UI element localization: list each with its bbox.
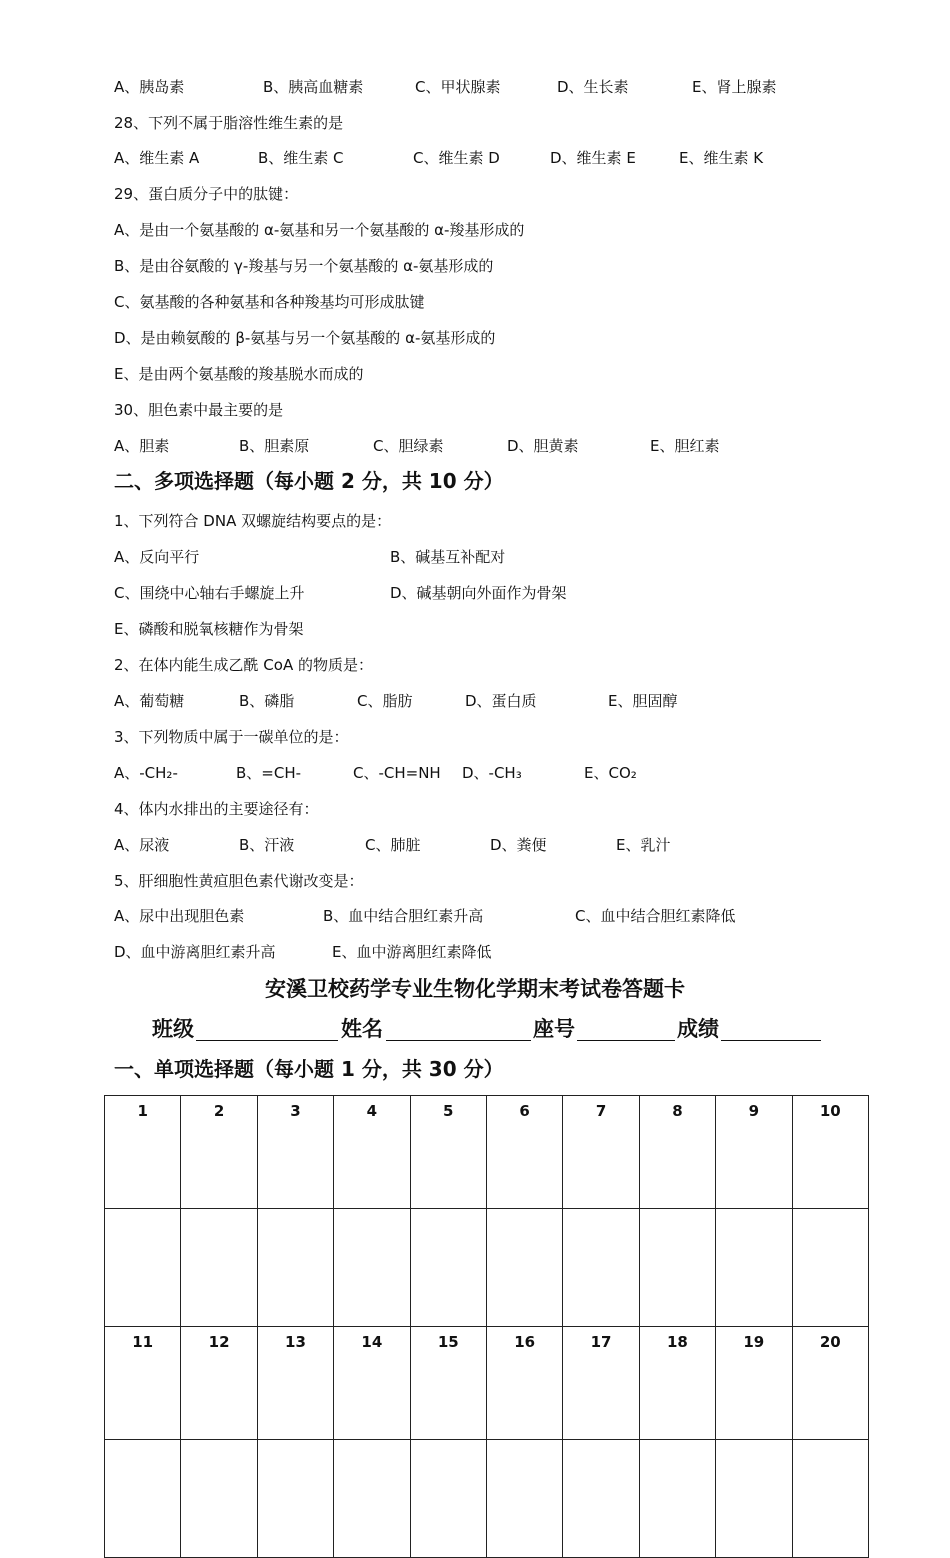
m1-option-c: C、围绕中心轴右手螺旋上升 xyxy=(114,584,305,602)
m2-option-d: D、蛋白质 xyxy=(465,692,537,710)
answer-cell[interactable] xyxy=(486,1208,562,1326)
q27-option-d: D、生长素 xyxy=(557,78,629,96)
grid-answer-row xyxy=(105,1208,869,1326)
answer-cell[interactable] xyxy=(181,1208,257,1326)
q28-stem: 28、下列不属于脂溶性维生素的是 xyxy=(114,114,344,132)
grid-number: 3 xyxy=(257,1096,333,1209)
m2-option-b: B、磷脂 xyxy=(239,692,295,710)
seat-blank[interactable] xyxy=(577,1040,675,1041)
m4-option-e: E、乳汁 xyxy=(616,836,671,854)
grid-number-row xyxy=(105,1096,869,1209)
answer-grid xyxy=(104,1095,869,1558)
grid-number: 8 xyxy=(639,1096,715,1209)
answer-cell[interactable] xyxy=(716,1208,792,1326)
name-blank[interactable] xyxy=(386,1040,531,1041)
grid-number-row xyxy=(105,1326,869,1439)
q30-option-e: E、胆红素 xyxy=(650,437,720,455)
q29-stem: 29、蛋白质分子中的肽键： xyxy=(114,185,299,203)
m2-stem: 2、在体内能生成乙酰 CoA 的物质是： xyxy=(114,656,373,674)
q28-option-a: A、维生素 A xyxy=(114,149,200,167)
q27-option-a: A、胰岛素 xyxy=(114,78,185,96)
grid-number: 14 xyxy=(334,1326,410,1439)
m4-option-b: B、汗液 xyxy=(239,836,295,854)
grid-number: 20 xyxy=(792,1326,868,1439)
m1-option-a: A、反向平行 xyxy=(114,548,200,566)
q27-option-e: E、肾上腺素 xyxy=(692,78,777,96)
answer-cell[interactable] xyxy=(410,1439,486,1557)
answer-cell[interactable] xyxy=(792,1208,868,1326)
seat-label: 座号 xyxy=(533,1017,575,1041)
grid-number: 1 xyxy=(105,1096,181,1209)
q28-option-d: D、维生素 E xyxy=(550,149,636,167)
answer-card-title: 安溪卫校药学专业生物化学期末考试卷答题卡 xyxy=(265,977,685,1001)
answer-cell[interactable] xyxy=(716,1439,792,1557)
m5-stem: 5、肝细胞性黄疸胆色素代谢改变是： xyxy=(114,872,364,890)
answer-cell[interactable] xyxy=(334,1208,410,1326)
grid-number: 6 xyxy=(486,1096,562,1209)
answer-cell[interactable] xyxy=(257,1439,333,1557)
section2-heading: 二、多项选择题（每小题 2 分，共 10 分） xyxy=(114,469,504,493)
q30-stem: 30、胆色素中最主要的是 xyxy=(114,401,284,419)
answer-cell[interactable] xyxy=(105,1208,181,1326)
q30-option-d: D、胆黄素 xyxy=(507,437,579,455)
grid-number: 17 xyxy=(563,1326,639,1439)
class-label: 班级 xyxy=(152,1017,194,1041)
grid-number: 7 xyxy=(563,1096,639,1209)
answer-cell[interactable] xyxy=(181,1439,257,1557)
grid-number: 5 xyxy=(410,1096,486,1209)
grid-number: 2 xyxy=(181,1096,257,1209)
class-blank[interactable] xyxy=(196,1040,338,1041)
grid-number: 4 xyxy=(334,1096,410,1209)
m5-option-e: E、血中游离胆红素降低 xyxy=(332,943,492,961)
m3-option-b: B、=CH- xyxy=(236,764,302,782)
m3-stem: 3、下列物质中属于一碳单位的是： xyxy=(114,728,349,746)
q30-option-a: A、胆素 xyxy=(114,437,170,455)
m3-option-c: C、-CH=NH xyxy=(353,764,441,782)
m2-option-c: C、脂肪 xyxy=(357,692,413,710)
m5-option-c: C、血中结合胆红素降低 xyxy=(575,907,736,925)
section1-heading: 一、单项选择题（每小题 1 分，共 30 分） xyxy=(114,1057,504,1081)
m4-option-d: D、粪便 xyxy=(490,836,547,854)
m3-option-d: D、-CH₃ xyxy=(462,764,522,782)
answer-cell[interactable] xyxy=(563,1208,639,1326)
grid-number: 18 xyxy=(639,1326,715,1439)
score-blank[interactable] xyxy=(721,1040,821,1041)
name-label: 姓名 xyxy=(341,1017,383,1041)
answer-cell[interactable] xyxy=(792,1439,868,1557)
m5-option-b: B、血中结合胆红素升高 xyxy=(323,907,484,925)
q30-option-c: C、胆绿素 xyxy=(373,437,444,455)
grid-number: 9 xyxy=(716,1096,792,1209)
q29-option-c: C、氨基酸的各种氨基和各种羧基均可形成肽键 xyxy=(114,293,425,311)
m3-option-e: E、CO₂ xyxy=(584,764,637,782)
m1-option-e: E、磷酸和脱氧核糖作为骨架 xyxy=(114,620,304,638)
m1-option-d: D、碱基朝向外面作为骨架 xyxy=(390,584,567,602)
answer-cell[interactable] xyxy=(334,1439,410,1557)
q29-option-a: A、是由一个氨基酸的 α-氨基和另一个氨基酸的 α-羧基形成的 xyxy=(114,221,525,239)
q28-option-e: E、维生素 K xyxy=(679,149,764,167)
grid-number: 11 xyxy=(105,1326,181,1439)
q29-option-d: D、是由赖氨酸的 β-氨基与另一个氨基酸的 α-氨基形成的 xyxy=(114,329,496,347)
q27-option-c: C、甲状腺素 xyxy=(415,78,501,96)
m1-option-b: B、碱基互补配对 xyxy=(390,548,506,566)
m4-option-a: A、尿液 xyxy=(114,836,170,854)
m4-stem: 4、体内水排出的主要途径有： xyxy=(114,800,319,818)
m4-option-c: C、肺脏 xyxy=(365,836,421,854)
q27-option-b: B、胰高血糖素 xyxy=(263,78,364,96)
score-label: 成绩 xyxy=(677,1017,719,1041)
answer-cell[interactable] xyxy=(410,1208,486,1326)
m2-option-a: A、葡萄糖 xyxy=(114,692,185,710)
answer-cell[interactable] xyxy=(105,1439,181,1557)
grid-answer-row xyxy=(105,1439,869,1557)
m5-option-d: D、血中游离胆红素升高 xyxy=(114,943,276,961)
grid-number: 16 xyxy=(486,1326,562,1439)
answer-cell[interactable] xyxy=(563,1439,639,1557)
m3-option-a: A、-CH₂- xyxy=(114,764,178,782)
grid-number: 12 xyxy=(181,1326,257,1439)
grid-number: 10 xyxy=(792,1096,868,1209)
grid-number: 15 xyxy=(410,1326,486,1439)
m2-option-e: E、胆固醇 xyxy=(608,692,678,710)
answer-cell[interactable] xyxy=(486,1439,562,1557)
q30-option-b: B、胆素原 xyxy=(239,437,310,455)
answer-cell[interactable] xyxy=(257,1208,333,1326)
grid-number: 13 xyxy=(257,1326,333,1439)
q29-option-b: B、是由谷氨酸的 γ-羧基与另一个氨基酸的 α-氨基形成的 xyxy=(114,257,494,275)
q28-option-b: B、维生素 C xyxy=(258,149,344,167)
q29-option-e: E、是由两个氨基酸的羧基脱水而成的 xyxy=(114,365,364,383)
answer-cell[interactable] xyxy=(639,1439,715,1557)
grid-number: 19 xyxy=(716,1326,792,1439)
m5-option-a: A、尿中出现胆色素 xyxy=(114,907,245,925)
q28-option-c: C、维生素 D xyxy=(413,149,500,167)
answer-cell[interactable] xyxy=(639,1208,715,1326)
m1-stem: 1、下列符合 DNA 双螺旋结构要点的是： xyxy=(114,512,392,530)
